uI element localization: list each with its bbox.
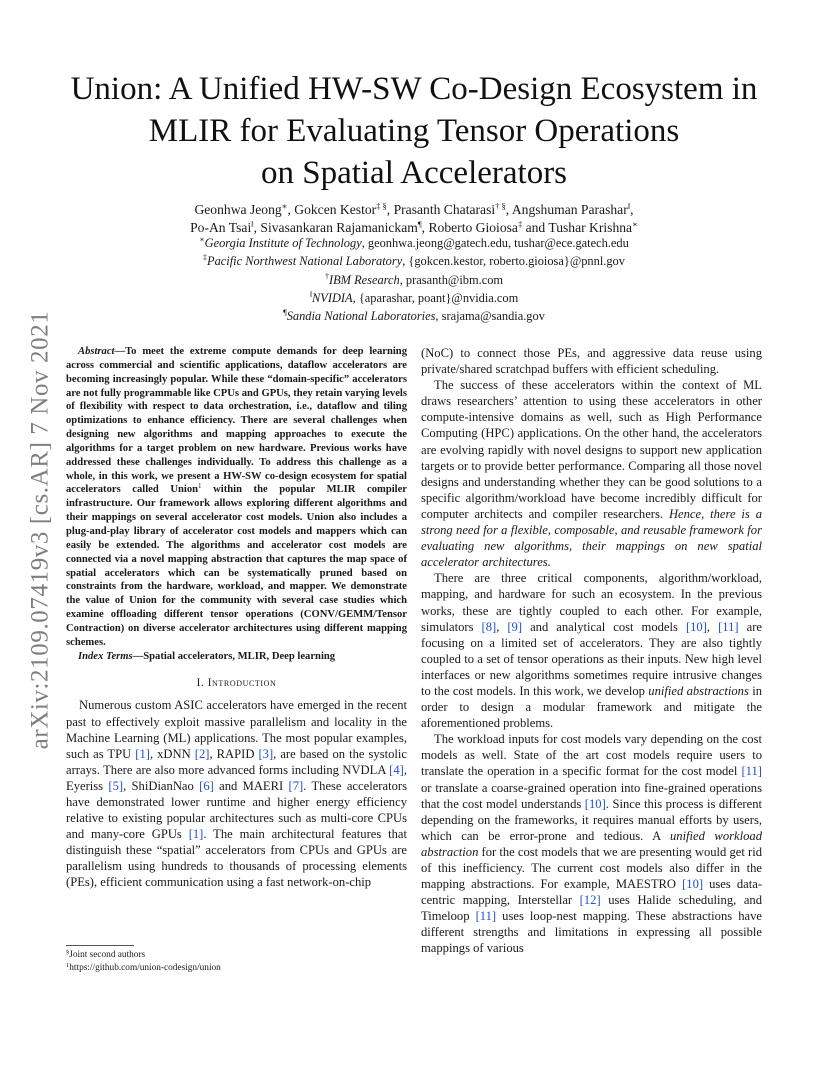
affiliation-contact: , {gokcen.kestor, roberto.gioiosa}@pnnl.gov [402, 254, 625, 269]
body-text: , xDNN [149, 746, 195, 761]
body-text: uses Halide scheduling, and Timeloop [421, 893, 763, 924]
body-text: , ShiDianNao [123, 778, 200, 793]
body-text: are focusing on a limited set of accelerators. They are also tightly coupled to a set of tensor operations as their inputs. New high level interfaces or new algorithms sometimes require intrusive changes to the cost models. In this work, we develop [421, 619, 763, 698]
body-text: in order to design a modular framework and mitigate the aforementioned problems. [421, 683, 762, 731]
abstract-label: Abstract [78, 346, 115, 357]
body-text: and MAERI [213, 778, 289, 793]
arxiv-id-text: arXiv:2109.07419v3 [cs.AR] 7 Nov 2021 [26, 310, 54, 750]
author-name: Geonhwa Jeong [194, 202, 282, 217]
affiliation-contact: , {aparashar, poant}@nvidia.com [352, 290, 519, 305]
citation-link[interactable]: [5] [108, 778, 124, 793]
affiliation-row [100, 252, 728, 270]
affiliation-institution: Sandia National Laboratories [286, 309, 436, 324]
citation-link[interactable]: [4] [389, 762, 404, 777]
author-mark: ‖ [627, 201, 631, 211]
affiliation-contact: , srajama@sandia.gov [435, 309, 545, 324]
body-text: (NoC) to connect those PEs, and aggressive data reuse using private/shared scratchpad buffers with efficient scheduling. [421, 346, 762, 377]
arxiv-stamp [16, 290, 64, 770]
affiliation-institution: NVIDIA [312, 290, 353, 305]
index-terms-label: Index Terms [78, 650, 133, 662]
citation-link[interactable]: [1] [188, 827, 204, 842]
title-line-1: Union: A Unified HW-SW Co-Design Ecosystem in [70, 71, 758, 107]
author-name: , Angshuman Parashar [505, 202, 628, 217]
author-list [100, 201, 728, 236]
body-text: , RAPID [209, 746, 259, 761]
author-mark: ‡ [517, 218, 523, 229]
affiliation-institution: Pacific Northwest National Laboratory [207, 254, 403, 269]
affiliation-row [100, 307, 728, 325]
citation-link[interactable]: [11] [741, 764, 762, 779]
affiliation-mark: ¶ [283, 308, 287, 318]
continued-paragraph [421, 345, 762, 377]
citation-link[interactable]: [6] [199, 778, 214, 793]
affiliation-contact: , geonhwa.jeong@gatech.edu, tushar@ece.gatech.edu [361, 236, 629, 250]
citation-link[interactable]: [10] [584, 796, 606, 811]
footnote-link[interactable]: https://github.com/union-codesign/union [69, 962, 221, 973]
citation-link[interactable]: [9] [507, 619, 523, 634]
body-paragraph [421, 377, 762, 570]
author-mark: ∗ [632, 218, 638, 229]
affiliation-row [100, 271, 728, 289]
section-heading: I. Introduction [196, 677, 277, 690]
author-name: Po-An Tsai [190, 219, 252, 235]
emphasis-text: unified abstractions [648, 683, 749, 698]
footnote-mark: 1 [66, 961, 70, 969]
author-name: and Tushar Krishna [522, 219, 633, 235]
affiliation-list [100, 234, 728, 325]
index-terms [66, 650, 407, 664]
author-mark: ‡ § [376, 201, 387, 211]
body-text: , are based on the systolic arrays. There are also more advanced forms including NVDLA [66, 746, 408, 777]
right-column [421, 345, 762, 957]
citation-link[interactable]: [2] [194, 746, 210, 761]
body-text: Numerous custom ASIC accelerators have emerged in the recent past to effectively exploit massive parallelism and locality in the Machine Learning (ML) applications. The most popular examples, such as TPU [66, 698, 407, 761]
author-name: , Gokcen Kestor [287, 202, 377, 217]
citation-link[interactable]: [8] [481, 619, 497, 634]
author-name: , Sivasankaran Rajamanickam [253, 219, 418, 235]
body-text: The workload inputs for cost models vary depending on the cost models as well. State of the art cost models require users to translate the operation in a specific format for the cost model [421, 732, 762, 779]
abstract [66, 345, 407, 650]
author-mark: ∗ [281, 201, 288, 211]
abstract-text: —To meet the extreme compute demands for deep learning across commercial and scientific applications, dataflow accelerators are becoming increasingly popular. While these “domain-specific” accelerators are not fully programmable like CPUs and GPUs, they retain varying levels of flexibility with respect to data orchestration, i.e., dataflow and tiling optimizations to enhance efficiency. There are several challenges when designing new algorithms and mapping approaches to execute the algorithms for a target problem on new hardware. Previous works have addressed these challenges individually. To address this challenge as a whole, in this work, we present a HW-SW co-design ecosystem for spatial accelerators called Union [66, 346, 407, 496]
citation-link[interactable]: [11] [718, 619, 739, 634]
body-paragraph [421, 731, 762, 956]
affiliation-mark: ‡ [203, 253, 208, 263]
intro-paragraph [66, 697, 407, 890]
index-terms-text: —Spatial accelerators, MLIR, Deep learning [132, 650, 336, 662]
body-text: uses loop-nest mapping. These abstractions have different strengths and limitations in expressing all possible mappings of various [421, 909, 762, 956]
footnote-divider [66, 945, 134, 946]
affiliation-row [100, 234, 728, 252]
body-text: uses data-centric mapping, Interstellar [421, 877, 763, 908]
title-line-2: MLIR for Evaluating Tensor Operations [148, 113, 680, 149]
author-mark: † § [495, 201, 506, 211]
body-text: , [706, 619, 719, 634]
body-text: . These accelerators have demonstrated lower runtime and higher energy efficiency relative to existing popular architectures such as multi-core CPUs and many-core GPUs [66, 778, 407, 842]
affiliation-mark: † [324, 271, 329, 281]
paper-title [60, 68, 768, 194]
footnote-item [66, 949, 407, 962]
footnote-item [66, 962, 407, 975]
body-text: The success of these accelerators within the context of ML draws researchers’ attention to using these accelerators in other compute-intensive domains as well, such as High Performance Computing (HPC) applications. On the other hand, the accelerators are evolving rapidly with novel designs to support new application targets or to provide better performance. Comparing all those novel designs and understanding whether they can be good solutions to a specific algorithm/workload have become incredibly difficult for computer architects and compiler researchers. [421, 378, 762, 521]
title-line-3: on Spatial Accelerators [260, 155, 568, 191]
left-column [66, 345, 407, 891]
body-paragraph [421, 570, 762, 731]
affiliation-mark: ∗ [199, 235, 205, 244]
author-line-1 [100, 201, 728, 219]
affiliation-row [100, 289, 728, 307]
body-text: and analytical cost models [522, 619, 686, 634]
affiliation-mark: ‖ [309, 289, 313, 299]
citation-link[interactable]: [10] [685, 619, 707, 634]
body-text: , Eyeriss [66, 762, 407, 793]
footnote-ref: 1 [198, 482, 202, 491]
footnote-mark: § [66, 949, 70, 956]
citation-link[interactable]: [10] [682, 877, 704, 892]
body-text: . The main architectural features that distinguish these “spatial” accelerators from CPUs and GPUs are parallelism using hundreds to thousands of processing elements (PEs), efficient communication using a fast network-on-chip [66, 827, 407, 890]
author-mark: ‖ [251, 218, 254, 229]
footnotes [66, 945, 407, 975]
body-text: There are three critical components, algorithm/workload, mapping, and hardware for such an ecosystem. In the previous works, these are tightly coupled to each other. For example, simulators [421, 571, 762, 634]
body-text: , [496, 619, 508, 634]
body-text: for the cost models that we are presenting would get rid of this inefficiency. The current cost models also differ in the mapping abstractions. For example, MAESTRO [421, 844, 763, 892]
citation-link[interactable]: [3] [258, 746, 274, 761]
affiliation-contact: , prasanth@ibm.com [399, 272, 504, 287]
author-mark: ¶ [417, 218, 422, 229]
affiliation-institution: IBM Research [328, 272, 400, 287]
citation-link[interactable]: [11] [475, 909, 497, 924]
emphasis-text: Hence, there is a strong need for a flexible, composable, and reusable framework for evaluating new algorithms, their mappings on new spatial accelerator architectures. [421, 506, 762, 570]
citation-link[interactable]: [1] [135, 746, 150, 761]
citation-link[interactable]: [12] [579, 893, 601, 908]
emphasis-text: unified workload abstraction [421, 828, 762, 859]
author-separator: , [630, 202, 634, 217]
abstract-text: within the popular MLIR compiler infrastructure. Our framework allows exploring different algorithms and their mappings on several accelerator cost models. Union also includes a plug-and-play library of accelerator cost models and mappers which can easily be extended. The algorithms and accelerator cost models are connected via a novel mapping abstraction that captures the map space of spatial accelerators which can be systematically pruned based on constraints from the hardware, workload, and mapper. We demonstrate the value of Union for the community with several case studies which examine offloading different tensor operations (CONV/GEMM/Tensor Contraction) on diverse accelerator architectures using different mapping schemes. [66, 484, 407, 648]
author-name: , Roberto Gioiosa [421, 219, 518, 235]
citation-link[interactable]: [7] [288, 778, 304, 793]
body-text: or translate a coarse-grained operation into fine-grained operations that the cost model understands [421, 780, 762, 811]
body-text: . Since this process is different depending on the frameworks, it requires manual efforts by users, which can be error-prone and tedious. A [421, 796, 762, 843]
affiliation-institution: Georgia Institute of Technology [204, 236, 362, 250]
footnote-text: Joint second authors [69, 950, 146, 960]
author-name: , Prasanth Chatarasi [386, 202, 496, 217]
